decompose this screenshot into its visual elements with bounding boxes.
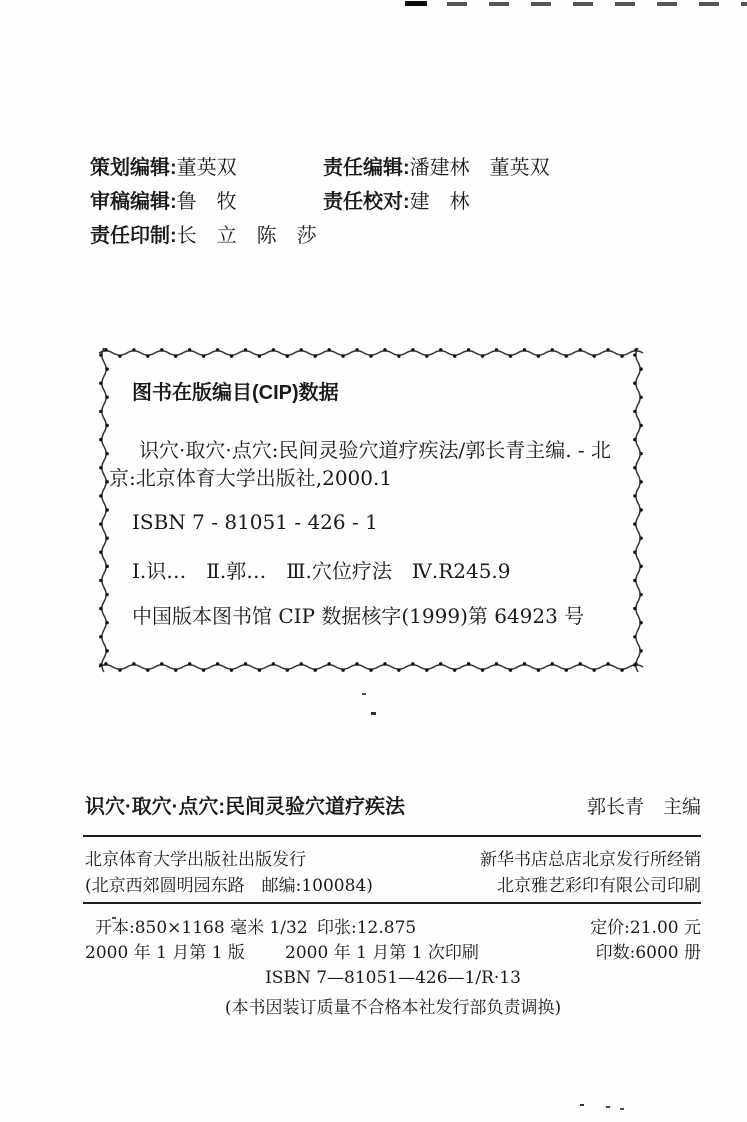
cip-description-line1: 识穴·取穴·点穴:民间灵验穴道疗疾法/郭长青主编. - 北: [139, 438, 612, 462]
editor-role-label: 审稿编辑:: [90, 191, 177, 213]
cip-description-line2: 京:北京体育大学出版社,2000.1: [109, 466, 393, 490]
editor-name: 董英双: [176, 155, 237, 179]
spec-edition: 2000 年 1 月第 1 版: [85, 943, 245, 963]
editor-name: 潘建林 董英双: [409, 155, 550, 179]
cip-record-number: 中国版本图书馆 CIP 数据核字(1999)第 64923 号: [132, 604, 585, 628]
editor-name: 鲁 牧: [176, 189, 237, 213]
isbn-line: ISBN 7—81051—426—1/R·13: [265, 968, 521, 988]
cip-classification: Ⅰ.识… Ⅱ.郭… Ⅲ.穴位疗法 Ⅳ.R245.9: [132, 559, 511, 583]
print-specs-row: [85, 942, 701, 964]
editor-credits-row: [90, 184, 550, 218]
scan-artifact-dot: [580, 1104, 584, 1106]
divider-line: [83, 902, 701, 904]
spec-format: 开本:850×1168 毫米 1/32: [95, 918, 308, 938]
scan-artifact-dot: [606, 1106, 610, 1108]
publisher-name: 北京体育大学出版社出版发行: [85, 850, 306, 870]
scan-artifact-dash: [405, 1, 427, 6]
spec-printing: 2000 年 1 月第 1 次印刷: [285, 943, 479, 963]
cip-isbn: ISBN 7 - 81051 - 426 - 1: [132, 510, 378, 534]
scan-artifact-dot: [362, 693, 366, 695]
book-title: 识穴·取穴·点穴:民间灵验穴道疗疾法: [85, 796, 405, 818]
scan-artifact-dot: [620, 1108, 624, 1110]
publisher-address: (北京西郊圆明园东路 邮编:100084): [85, 876, 373, 896]
editor-role-label: 责任编辑:: [323, 157, 410, 179]
cip-heading: 图书在版编目(CIP)数据: [132, 382, 339, 404]
editor-credits-row: [90, 218, 550, 252]
editor-credits-block: [90, 150, 550, 252]
editor-name: 建 林: [409, 189, 470, 213]
editor-role-label: 责任校对:: [323, 191, 410, 213]
spec-copies: 印数:6000 册: [595, 943, 701, 963]
editor-role-label: 策划编辑:: [90, 157, 177, 179]
title-row: [85, 790, 701, 819]
publisher-info: [85, 847, 701, 899]
return-policy-note: (本书因装订质量不合格本社发行部负责调换): [224, 998, 562, 1018]
scan-artifact-dot: [371, 712, 376, 715]
scan-artifact-dashes: [405, 2, 747, 6]
print-specs-row: [85, 917, 701, 939]
editor-credits-row: [90, 150, 550, 184]
divider-line: [83, 835, 701, 837]
distributor-name: 新华书店总店北京发行所经销: [480, 850, 701, 870]
printer-name: 北京雅艺彩印有限公司印刷: [497, 876, 701, 896]
editor-role-label: 责任印制:: [90, 225, 177, 247]
book-author: 郭长青 主编: [586, 796, 701, 818]
cip-data-box: [95, 344, 647, 676]
editor-name: 长 立 陈 莎: [176, 223, 317, 247]
spec-price: 定价:21.00 元: [590, 918, 701, 938]
spec-sheets: 印张:12.875: [317, 918, 417, 938]
